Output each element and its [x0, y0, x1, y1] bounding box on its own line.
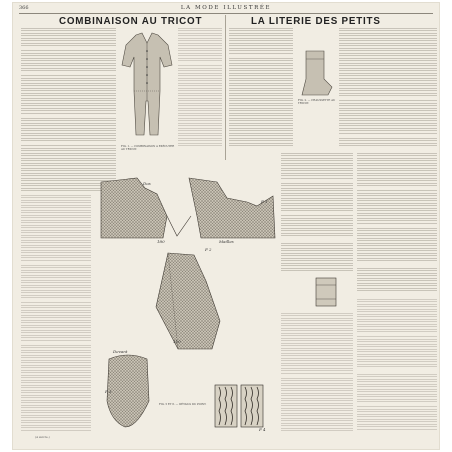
stitch-detail-swatches [213, 381, 265, 431]
column-rule [225, 15, 226, 160]
mid-left-text [178, 28, 222, 148]
right-top-text [229, 28, 293, 146]
right-lower-text-a [281, 313, 353, 431]
sock-illustration [298, 49, 334, 97]
newspaper-page [13, 3, 439, 449]
label-devant: Devant [113, 349, 128, 354]
right-figure-caption: FIG. 2. — CHAUSSETTE AU TRICOT. [298, 99, 336, 106]
pattern-manche-piece [148, 251, 224, 351]
label-dos: Dos [143, 181, 151, 186]
combinaison-illustration [120, 31, 175, 141]
header-rule [19, 13, 433, 14]
left-article-title: COMBINAISON AU TRICOT [59, 16, 203, 27]
pillow-illustration [313, 275, 339, 309]
label-f1: F 1 [261, 199, 268, 204]
main-figure-caption: FIG. 1. — COMBINAISON A EXÉCUTER AU TRICOT. [121, 145, 175, 152]
left-lower-text [21, 195, 91, 431]
label-m180: 180 [157, 239, 165, 244]
stitch-caption: FIG. 5 ET 6. — DÉTAILS DU POINT. [159, 403, 207, 406]
right-lower-text-b [357, 299, 437, 431]
page-number: 366 [19, 5, 29, 11]
far-right-text-top [339, 28, 437, 148]
label-f4: F 4 [259, 427, 266, 432]
label-mailles: Mailles [219, 239, 234, 244]
left-top-text [21, 28, 116, 193]
continuation-note: (A suivre.) [35, 435, 50, 439]
right-article-title: LA LITERIE DES PETITS [251, 16, 381, 27]
right-mid-text-b [357, 153, 437, 293]
label-m110: 110 [173, 339, 181, 344]
label-f3: F 3 [105, 389, 112, 394]
label-f2: F 2 [205, 247, 212, 252]
pattern-dos-piece [97, 176, 279, 242]
right-mid-text-a [281, 153, 353, 271]
running-head: LA MODE ILLUSTRÉE [180, 5, 272, 11]
